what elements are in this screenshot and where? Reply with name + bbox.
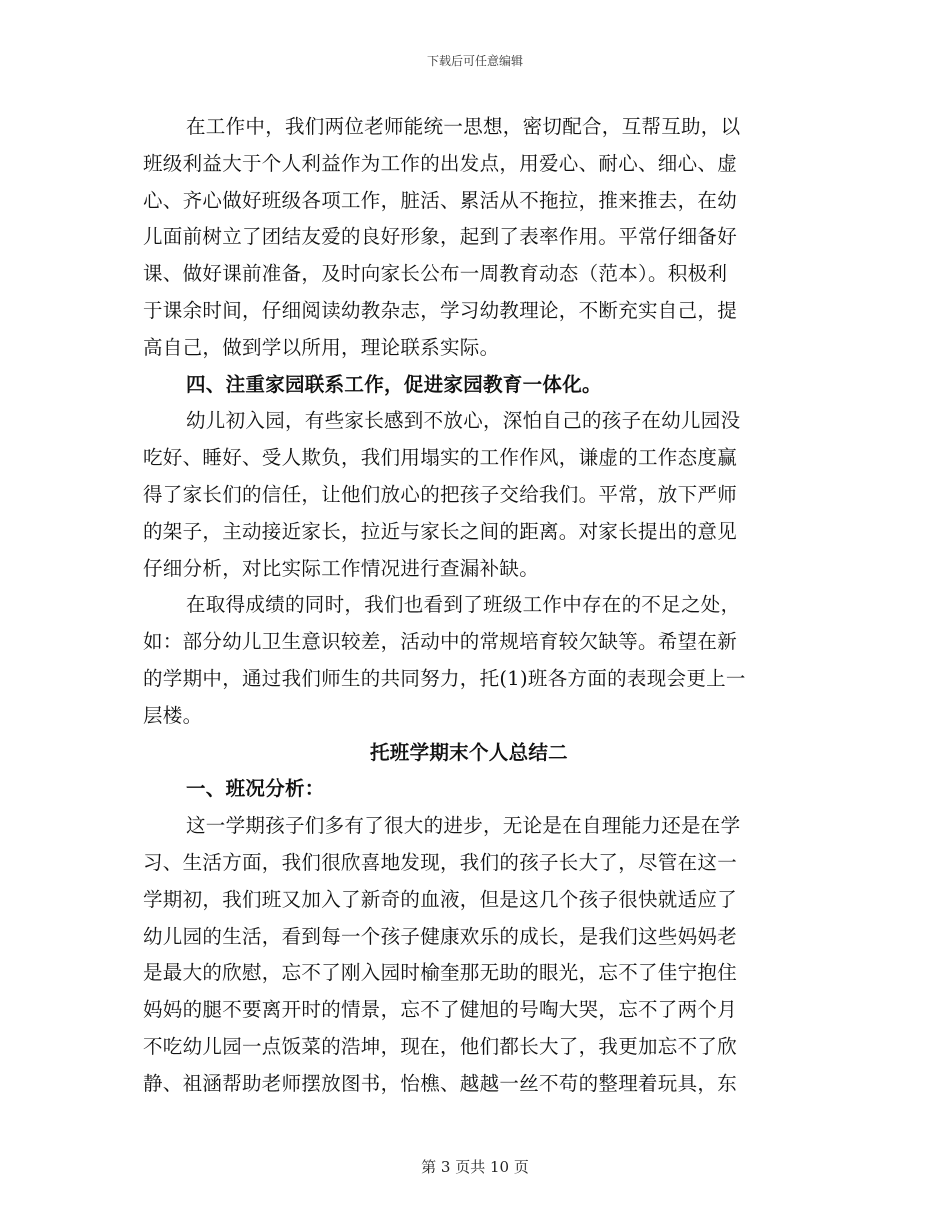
text-line: 如：部分幼儿卫生意识较差，活动中的常规培育较欠缺等。希望在新 — [143, 630, 738, 654]
text-line: 幼儿初入园，有些家长感到不放心，深怕自己的孩子在幼儿园没 — [186, 409, 741, 433]
text-line: 一、班况分析： — [186, 777, 325, 801]
section-heading — [143, 367, 795, 404]
text-line: 是最大的欣慰，忘不了刚入园时榆奎那无助的眼光，忘不了佳宁抱住 — [143, 961, 738, 985]
text-line: 在取得成绩的同时，我们也看到了班级工作中存在的不足之处， — [186, 593, 741, 617]
text-line: 学期初，我们班又加入了新奇的血液，但是这几个孩子很快就适应了 — [143, 887, 738, 911]
text-line: 这一学期孩子们多有了很大的进步，无论是在自理能力还是在学 — [186, 814, 741, 838]
text-line: 的架子，主动接近家长，拉近与家长之间的距离。对家长提出的意见 — [143, 519, 738, 543]
text-line: 习、生活方面，我们很欣喜地发现，我们的孩子长大了，尽管在这一 — [143, 850, 738, 874]
text-line: 妈妈的腿不要离开时的情景，忘不了健旭的号啕大哭，忘不了两个月 — [143, 998, 738, 1022]
section-title — [143, 735, 795, 772]
text-line: 的学期中，通过我们师生的共同努力，托(1)班各方面的表现会更上一 — [143, 666, 746, 690]
text-line: 托班学期末个人总结二 — [369, 740, 568, 764]
text-line: 在工作中，我们两位老师能统一思想，密切配合，互帮互助，以 — [186, 115, 741, 138]
text-line: 高自己，做到学以所用，理论联系实际。 — [143, 335, 500, 359]
text-line: 仔细分析，对比实际工作情况进行查漏补缺。 — [143, 556, 540, 580]
text-line: 班级利益大于个人利益作为工作的出发点，用爱心、耐心、细心、虚 — [143, 151, 738, 175]
text-line: 不吃幼儿园一点饭菜的浩坤，现在，他们都长大了，我更加忘不了欣 — [143, 1034, 738, 1058]
page-footer: 第 3 页共 10 页 — [421, 1158, 529, 1176]
text-line: 课、做好课前准备，及时向家长公布一周教育动态（范本）。积极利 — [143, 262, 728, 286]
text-line: 吃好、睡好、受人欺负，我们用塌实的工作作风，谦虚的工作态度赢 — [143, 446, 738, 470]
text-line: 于课余时间，仔细阅读幼教杂志，学习幼教理论，不断充实自己，提 — [143, 298, 738, 322]
text-line: 四、注重家园联系工作，促进家园教育一体化。 — [186, 372, 602, 396]
text-line: 儿面前树立了团结友爱的良好形象，起到了表率作用。平常仔细备好 — [143, 225, 738, 249]
section-heading — [143, 771, 795, 808]
paragraph — [143, 109, 795, 367]
page-header: 下载后可任意编辑 — [426, 54, 523, 68]
document-body — [143, 109, 795, 1103]
paragraph — [143, 587, 795, 734]
text-line: 幼儿园的生活，看到每一个孩子健康欢乐的成长，是我们这些妈妈老 — [143, 924, 738, 948]
paragraph — [143, 808, 795, 1102]
text-line: 静、祖涵帮助老师摆放图书，怡樵、越越一丝不苟的整理着玩具，东 — [143, 1071, 738, 1095]
text-line: 心、齐心做好班级各项工作，脏活、累活从不拖拉，推来推去，在幼 — [143, 188, 738, 212]
text-line: 得了家长们的信任，让他们放心的把孩子交给我们。平常，放下严师 — [143, 482, 738, 506]
paragraph — [143, 403, 795, 587]
text-line: 层楼。 — [143, 703, 203, 727]
